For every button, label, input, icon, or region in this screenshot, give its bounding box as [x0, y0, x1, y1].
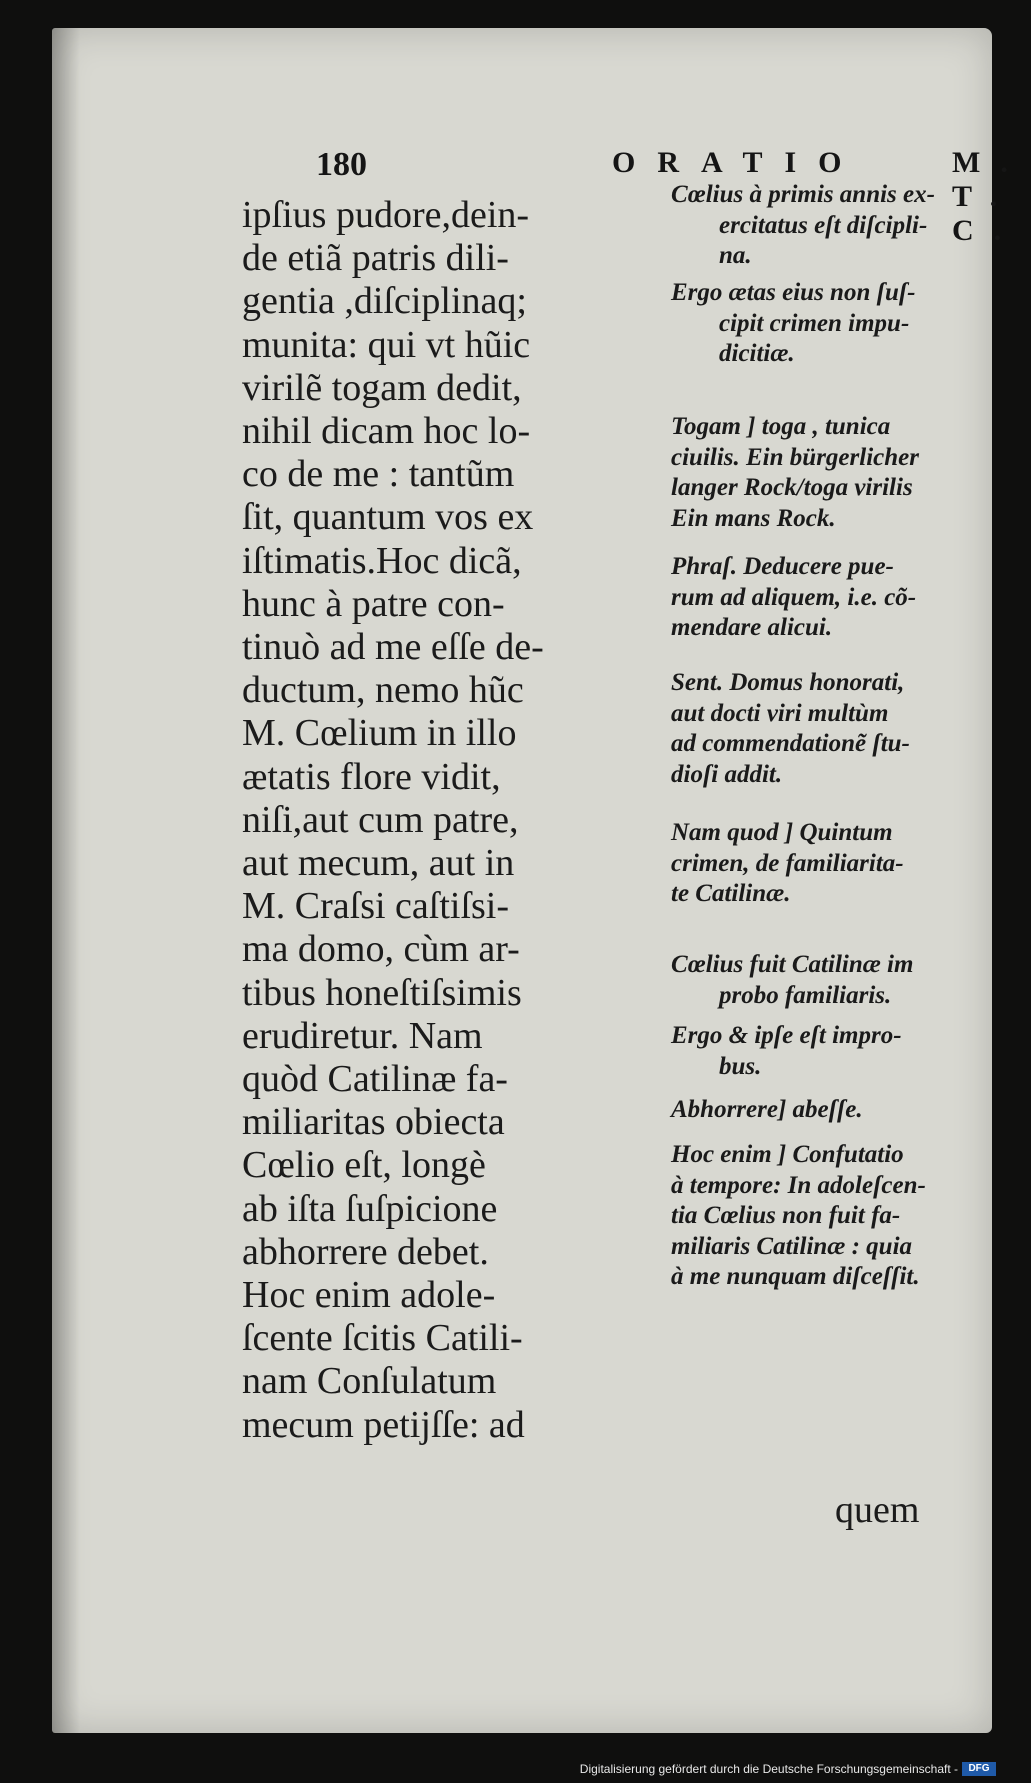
main-line: ab iſta ſuſpicione: [242, 1187, 498, 1230]
note-line: Cœlius fuit Catilinæ im: [671, 951, 914, 978]
note-line: Sent. Domus honorati,: [671, 669, 905, 696]
note-line: rum ad aliquem, i.e. cõ-: [671, 583, 917, 611]
main-line: nihil dicam hoc lo-: [242, 410, 531, 453]
main-line: tibus honeſtiſsimis: [242, 971, 522, 1014]
note-line: à me nunquam diſceſſit.: [671, 1263, 920, 1290]
note-line: Abhorrere] abeſſe.: [671, 1096, 863, 1123]
marginal-note-abhorrere: [671, 1095, 1031, 1126]
digitization-footer: [0, 1760, 1000, 1783]
note-line: ciuilis. Ein bürgerlicher: [671, 443, 919, 471]
note-line: Hoc enim ] Confutatio: [671, 1141, 904, 1168]
marginal-note-phrasis: [671, 552, 1031, 644]
note-line: Ergo ætas eius non ſuſ-: [671, 279, 916, 306]
note-line: dioſi addit.: [671, 760, 783, 788]
marginal-note-togam: [671, 412, 1031, 534]
header-author: M. T. C.: [952, 146, 1028, 247]
note-line: Togam ] toga , tunica: [671, 413, 891, 440]
note-line: bus.: [719, 1052, 762, 1080]
marginal-note-nam-quod: [671, 818, 1031, 910]
marginal-note-catilinae: [671, 950, 1031, 1011]
note-line: ercitatus eſt diſcipli-: [719, 211, 928, 239]
main-line: virilẽ togam dedit,: [242, 366, 522, 409]
main-text-column: [242, 194, 642, 1447]
note-line: miliaris Catilinæ : quia: [671, 1232, 913, 1260]
main-line: ductum, nemo hũc: [242, 669, 524, 712]
main-line: tinuò ad me eſſe de-: [242, 626, 544, 669]
main-line: erudiretur. Nam: [242, 1014, 483, 1057]
main-line: niſi,aut cum patre,: [242, 798, 519, 841]
dfg-logo: DFG: [962, 1762, 996, 1776]
note-line: à tempore: In adoleſcen-: [671, 1171, 926, 1199]
main-line: munita: qui vt hũic: [242, 323, 531, 366]
note-line: dicitiæ.: [719, 340, 795, 367]
main-line: de etiã patris dili-: [242, 237, 509, 280]
main-line: Cœlio eſt, longè: [242, 1144, 486, 1187]
main-line: abhorrere debet.: [242, 1230, 489, 1273]
note-line: crimen, de familiarita-: [671, 849, 904, 877]
note-line: te Catilinæ.: [671, 880, 791, 907]
main-line: ſcente ſcitis Catili-: [242, 1317, 523, 1360]
note-line: langer Rock/toga virilis: [671, 474, 913, 501]
note-line: Ein mans Rock.: [671, 504, 836, 532]
main-line: co de me : tantũm: [242, 453, 515, 496]
main-line: gentia ,diſciplinaq;: [242, 280, 527, 323]
main-line: ma domo, cùm ar-: [242, 928, 520, 971]
note-line: ad commendationẽ ſtu-: [671, 730, 910, 757]
note-line: tia Cœlius non fuit fa-: [671, 1202, 901, 1229]
note-line: Phraſ. Deducere pue-: [671, 553, 894, 580]
marginal-note-ergo-aetas: [671, 278, 1031, 370]
marginal-note-ergo-improbus: [671, 1021, 1031, 1082]
main-line: hunc à patre con-: [242, 582, 505, 625]
catchword: quem: [835, 1489, 920, 1531]
main-line: iſtimatis.Hoc dicã,: [242, 539, 522, 582]
main-line: M. Craſsi caſtiſsi-: [242, 885, 510, 928]
note-line: na.: [719, 242, 752, 269]
main-line: ſit, quantum vos ex: [242, 496, 534, 539]
note-line: Ergo & ipſe eſt impro-: [671, 1022, 902, 1049]
marginal-note-confutatio: [671, 1140, 1031, 1293]
note-line: aut docti viri multùm: [671, 699, 889, 727]
note-line: Cœlius à primis annis ex-: [671, 181, 935, 208]
main-line: ipſius pudore,dein-: [242, 194, 530, 236]
main-line: M. Cœlium in illo: [242, 712, 517, 755]
note-line: probo familiaris.: [719, 981, 892, 1009]
note-line: Nam quod ] Quintum: [671, 819, 893, 846]
note-line: mendare alicui.: [671, 614, 833, 641]
page-number: 180: [316, 146, 367, 183]
header-title: ORATIO: [612, 146, 864, 179]
book-page: [52, 28, 1028, 1733]
main-line: Hoc enim adole-: [242, 1274, 496, 1317]
main-line: mecum petijſſe: ad: [242, 1403, 525, 1446]
main-line: miliaritas obiecta: [242, 1101, 505, 1144]
marginal-note-disciplina: [671, 180, 1031, 272]
footer-credit: Digitalisierung gefördert durch die Deutsche Forschungsgemeinschaft -: [579, 1762, 958, 1776]
main-line: nam Conſulatum: [242, 1360, 497, 1403]
marginal-note-sententia: [671, 668, 1031, 790]
note-line: cipit crimen impu-: [719, 309, 910, 337]
main-line: aut mecum, aut in: [242, 842, 515, 885]
main-line: quòd Catilinæ fa-: [242, 1058, 508, 1101]
main-line: ætatis flore vidit,: [242, 755, 501, 798]
